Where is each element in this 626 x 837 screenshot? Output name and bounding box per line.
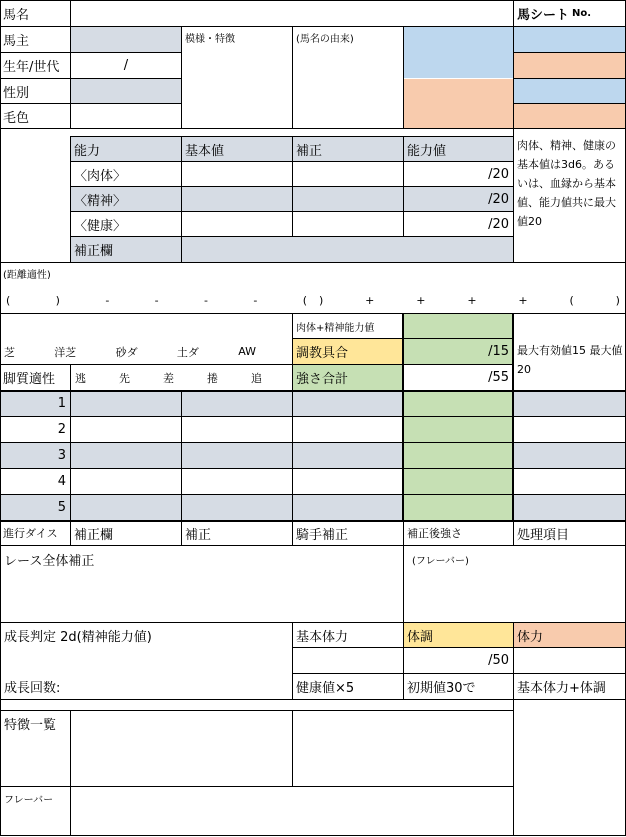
table-row[interactable] bbox=[71, 495, 403, 520]
birth-separator: / bbox=[123, 58, 129, 73]
distance-slot: + bbox=[518, 293, 528, 307]
ability-mind-base[interactable] bbox=[182, 187, 292, 211]
base-stamina-field[interactable] bbox=[293, 648, 403, 673]
row-process-cell[interactable] bbox=[514, 495, 626, 520]
row-strength-cell[interactable] bbox=[404, 391, 513, 416]
row-number: 5 bbox=[0, 495, 70, 520]
ability-mind-value[interactable]: /20 bbox=[404, 187, 513, 211]
growth-count-label: 成長回数: bbox=[4, 681, 61, 696]
ability-flesh-base[interactable] bbox=[182, 162, 292, 186]
ability-correction-field-label: 補正欄 bbox=[71, 237, 181, 262]
color-swatch-peach-2 bbox=[514, 53, 626, 78]
sum-field[interactable] bbox=[404, 314, 513, 338]
surface-sand-dirt: 砂ダ bbox=[115, 345, 138, 359]
distance-slot: ) bbox=[55, 293, 60, 307]
color-swatch-blue-1 bbox=[404, 27, 513, 78]
row-process-cell[interactable] bbox=[514, 443, 626, 468]
stamina-formula-label: 基本体力+体調 bbox=[517, 681, 606, 696]
training-condition-label: 調教具合 bbox=[293, 339, 403, 364]
coat-label: 毛色 bbox=[3, 110, 30, 126]
ability-note: 肉体、精神、健康の基本値は3d6。あるいは、血縁から基本値、能力値共に最大値20 bbox=[517, 139, 616, 228]
owner-field[interactable] bbox=[71, 27, 181, 52]
row-number: 4 bbox=[57, 474, 66, 489]
table-row[interactable] bbox=[71, 443, 403, 468]
distance-slot: ( bbox=[6, 293, 11, 307]
features-field-2[interactable] bbox=[293, 711, 513, 786]
race-correction-field-label: 補正欄 bbox=[74, 527, 114, 543]
distance-slot: - bbox=[105, 293, 110, 307]
distance-slot: ( bbox=[302, 293, 307, 307]
training-condition-value[interactable]: /15 bbox=[404, 339, 513, 364]
sex-field[interactable] bbox=[71, 79, 181, 103]
ability-correction-field[interactable] bbox=[182, 237, 513, 262]
distance-slot: ( bbox=[569, 293, 574, 307]
owner-label: 馬主 bbox=[3, 34, 30, 49]
distance-slots-2[interactable] bbox=[313, 290, 626, 310]
jockey-correction-label: 騎手補正 bbox=[296, 527, 349, 543]
distance-slot: + bbox=[416, 293, 426, 307]
col-correction: 補正 bbox=[293, 137, 403, 161]
sex-label: 性別 bbox=[3, 85, 30, 101]
initial-30-label: 初期値30で bbox=[407, 681, 476, 696]
row-process-cell[interactable] bbox=[514, 391, 626, 416]
row-strength-cell[interactable] bbox=[404, 495, 513, 520]
col-base: 基本値 bbox=[182, 137, 292, 161]
color-swatch-peach-3 bbox=[514, 104, 626, 128]
style-front: 逃 bbox=[75, 371, 86, 385]
distance-slot: - bbox=[154, 293, 159, 307]
birth-label: 生年/世代 bbox=[3, 60, 60, 75]
sheet-no-label: No. bbox=[572, 7, 592, 19]
table-row[interactable] bbox=[71, 469, 403, 494]
style-closer: 差 bbox=[163, 371, 174, 385]
progress-dice-label: 進行ダイス bbox=[3, 527, 58, 540]
surface-aw: AW bbox=[238, 345, 256, 358]
stamina-label: 体力 bbox=[514, 623, 626, 647]
stamina-field[interactable] bbox=[514, 648, 626, 673]
style-makuri: 捲 bbox=[207, 371, 218, 385]
sheet-title-text: 馬シート bbox=[517, 7, 570, 23]
features-list-label: 特徴一覧 bbox=[4, 718, 57, 733]
distance-slot: + bbox=[365, 293, 375, 307]
distance-label: (距離適性) bbox=[3, 270, 51, 279]
row-number: 2 bbox=[57, 422, 66, 437]
leg-style-label: 脚質適性 bbox=[3, 372, 56, 387]
table-row[interactable] bbox=[71, 417, 403, 442]
health-x5-label: 健康値×5 bbox=[296, 681, 355, 696]
style-deep-closer: 追 bbox=[251, 371, 262, 385]
ability-mind-correction[interactable] bbox=[293, 187, 403, 211]
overall-correction-label: レース全体補正 bbox=[4, 554, 95, 569]
features-side-field[interactable] bbox=[514, 711, 626, 835]
surface-soil-dirt: 土ダ bbox=[176, 345, 199, 359]
col-ability: 能力 bbox=[71, 137, 181, 161]
distance-slot: + bbox=[467, 293, 477, 307]
row-number: 1 bbox=[0, 391, 70, 416]
distance-slot: - bbox=[253, 293, 258, 307]
condition-value[interactable]: /50 bbox=[488, 653, 509, 668]
horse-name-field[interactable] bbox=[71, 0, 513, 26]
row-number: 3 bbox=[0, 443, 70, 468]
sum-label: 肉体+精神能力値 bbox=[296, 322, 375, 334]
row-strength-cell[interactable] bbox=[404, 417, 513, 442]
sheet-title bbox=[514, 0, 626, 26]
coat-field[interactable] bbox=[71, 104, 181, 128]
leg-style-list bbox=[71, 365, 292, 390]
ability-mind-label: 〈精神〉 bbox=[71, 187, 181, 211]
pattern-label: 模様・特徴 bbox=[185, 34, 235, 45]
growth-judge-label: 成長判定 2d(精神能力値) bbox=[4, 629, 152, 645]
features-flavor-field[interactable] bbox=[71, 787, 513, 835]
color-swatch-blue-3 bbox=[514, 79, 626, 103]
row-strength-cell[interactable] bbox=[404, 443, 513, 468]
training-note: 最大有効値15 最大値20 bbox=[517, 344, 623, 376]
process-item-label: 処理項目 bbox=[517, 527, 570, 543]
style-stalker: 先 bbox=[119, 371, 130, 385]
base-stamina-label: 基本体力 bbox=[296, 629, 349, 645]
surface-turf: 芝 bbox=[4, 345, 15, 359]
race-correction-label: 補正 bbox=[185, 527, 212, 543]
strength-total-label: 強さ合計 bbox=[293, 365, 403, 390]
color-swatch-peach-1 bbox=[404, 79, 513, 128]
strength-total-value[interactable]: /55 bbox=[488, 370, 509, 385]
distance-slots-1[interactable] bbox=[0, 290, 313, 310]
distance-slot: ) bbox=[615, 293, 620, 307]
ability-health-label: 〈健康〉 bbox=[74, 218, 127, 234]
ability-flesh-value[interactable]: /20 bbox=[488, 166, 509, 182]
features-field-1[interactable] bbox=[71, 711, 292, 786]
name-origin-label: (馬名の由来) bbox=[296, 34, 354, 45]
col-value: 能力値 bbox=[404, 137, 513, 161]
condition-label: 体調 bbox=[404, 623, 513, 647]
ability-health-correction[interactable] bbox=[293, 212, 403, 236]
features-flavor-label: フレーバー bbox=[4, 795, 54, 806]
surface-list bbox=[0, 339, 292, 364]
after-strength-label: 補正後強さ bbox=[407, 527, 462, 540]
color-swatch-blue-2 bbox=[514, 27, 626, 52]
horse-name-label: 馬名 bbox=[3, 7, 30, 23]
race-flavor-label: (フレーバー) bbox=[412, 556, 469, 567]
distance-slot: - bbox=[204, 293, 208, 307]
birth-field[interactable] bbox=[71, 53, 181, 78]
row-strength-cell[interactable] bbox=[404, 469, 513, 494]
ability-flesh-label: 〈肉体〉 bbox=[74, 168, 127, 184]
ability-health-base[interactable] bbox=[182, 212, 292, 236]
ability-flesh-correction[interactable] bbox=[293, 162, 403, 186]
distance-slot: ) bbox=[319, 293, 324, 307]
surface-western-turf: 洋芝 bbox=[54, 345, 77, 359]
ability-health-value[interactable]: /20 bbox=[488, 216, 509, 232]
table-row[interactable] bbox=[71, 391, 403, 416]
